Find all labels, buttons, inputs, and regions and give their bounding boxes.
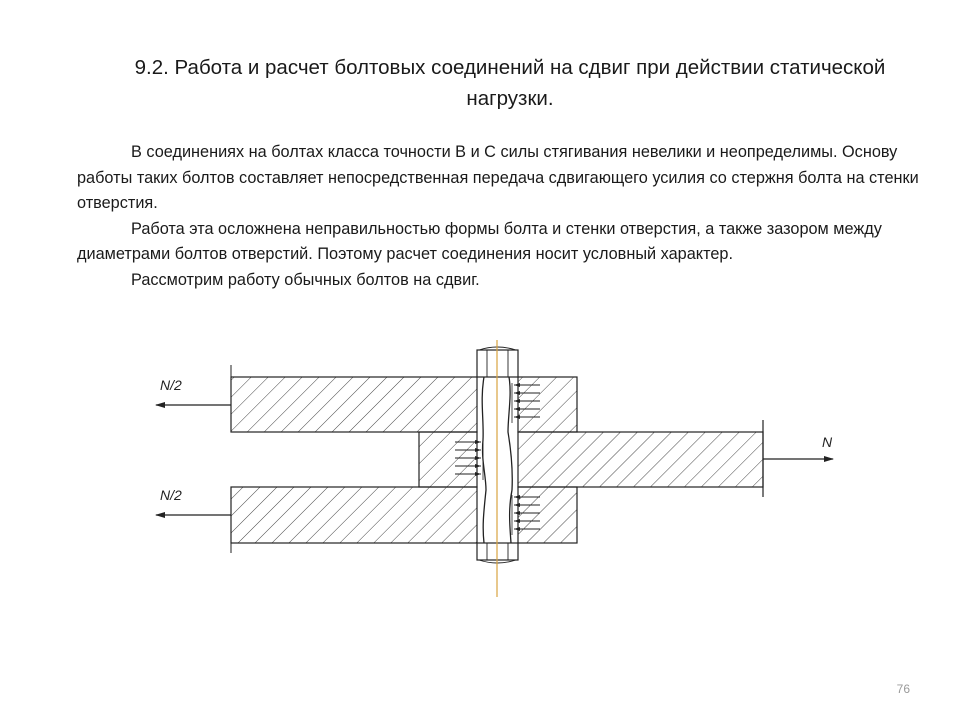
label-bottom-left: N/2 xyxy=(160,487,182,503)
bottom-plate xyxy=(231,487,577,543)
paragraph-1: В соединениях на болтах класса точности В и С силы стягивания невелики и неопределимы. Основу работы таких болтов составляет непосредственная передача сдвигающего усилия со стержня болта на стенки отверстия. xyxy=(77,143,919,212)
label-top-left: N/2 xyxy=(160,377,182,393)
paragraph-2: Работа эта осложнена неправильностью формы болта и стенки отверстия, а также зазором между диаметрами болтов отверстий. Поэтому расчет соединения носит условный характер. xyxy=(77,219,882,263)
slide-title: 9.2. Работа и расчет болтовых соединений на сдвиг при действии статической нагрузки. xyxy=(134,56,886,110)
label-right: N xyxy=(822,434,833,450)
page-number: 76 xyxy=(896,682,910,696)
middle-plate xyxy=(419,420,763,497)
paragraph-3: Рассмотрим работу обычных болтов на сдвиг. xyxy=(131,270,480,289)
